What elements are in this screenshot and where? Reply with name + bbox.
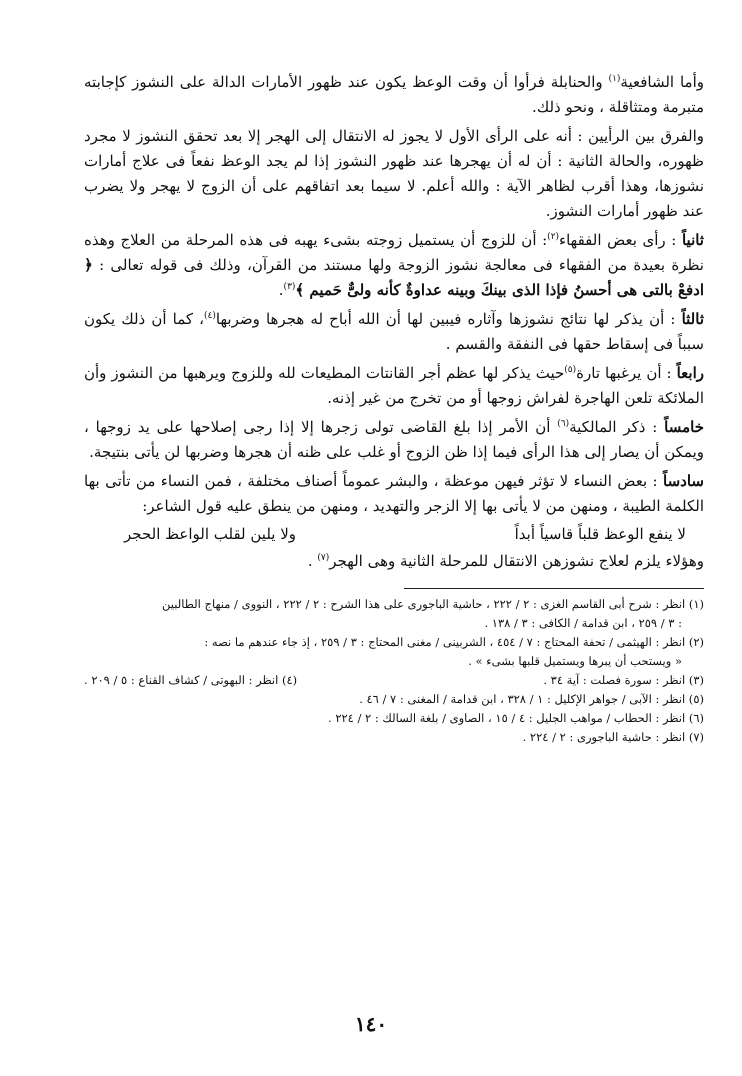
footnote-7: (٧) انظر : حاشية الباجورى : ٢ / ٢٢٤ . — [522, 730, 704, 744]
footnote-3: (٣) انظر : سورة فصلت : آية ٣٤ . — [543, 673, 704, 687]
paragraph-second — [84, 228, 704, 303]
footnote-ref-7: (٧) — [317, 553, 330, 563]
quran-verse: ﴿ ادفعْ بالتى هى أحسنُ فإذا الذى بينكَ وبينه عداوةٌ كأنه ولىٌّ حَميم ﴾ — [84, 256, 704, 299]
p2-text: والفرق بين الرأيين : أنه على الرأى الأول لا يجوز له الانتقال إلى الهجر إلا بعد تحقق النشوز لا مجرد ظهوره، والحالة الثانية : أن له أن يهجرها عند ظهور النشوز إذا لم يجد الوعظ نفعاً فى علاج أمارات نشوزها، وهذا أقرب لظاهر الآية : والله أعلم. لا سيما بعد اتفاقهم على أن الزوج لا يهجر ولا يضرب عند ظهور أمارات النشوز. — [84, 127, 704, 220]
footnote-2-cont: « ويستحب أن يبرها ويستميل قلبها بشىء » . — [468, 654, 682, 668]
p1-text: وأما الشافعية — [620, 73, 704, 91]
p6-text: : ذكر المالكية — [569, 418, 665, 436]
p4-text: : أن يذكر لها نتائج نشوزها وآثاره فيبين لها أن الله أباح له هجرها وضربها — [215, 310, 682, 328]
footnote-ref-4: (٤) — [204, 311, 216, 321]
p7-lead: سادساً — [663, 472, 704, 490]
footnote-ref-5: (٥) — [564, 365, 577, 375]
footnote-6: (٦) انظر : الحطاب / مواهب الجليل : ٤ / ١٥ ، الصاوى / بلغة السالك : ٢ / ٢٢٤ . — [328, 711, 704, 725]
paragraph-closing — [84, 549, 704, 574]
p1-rest: والحنابلة فرأوا أن وقت الوعظ يكون عند ظهور الأمارات الدالة على النشوز كإجابته متبرمة ومتثاقلة ، ونحو ذلك. — [84, 73, 704, 116]
p4-lead: ثالثاً — [681, 310, 704, 328]
p4-rest: ، كما أن ذلك يكون سبباً فى إسقاط حقها فى النفقة والقسم . — [84, 310, 704, 353]
paragraph-sixth — [84, 469, 704, 519]
footnote-1: (١) انظر : شرح أبى القاسم الغزى : ٢ / ٢٢٢ ، حاشية الباجورى على هذا الشرح : ٢ / ٢٢٢ ، النووى / منهاج الطالبين — [162, 597, 704, 611]
p5-lead: رابعاً — [676, 364, 704, 382]
p3-text: : رأى بعض الفقهاء — [559, 231, 682, 249]
paragraph-fourth — [84, 361, 704, 411]
p3-rest: : أن للزوج أن يستميل زوجته بشىء يهبه فى هذه المرحلة من العلاج وهذه نظرة بعيدة من الفقهاء فى معالجة نشوز الزوجة ولها مستند من القرآن، وذلك فى قوله تعالى : — [84, 231, 704, 274]
closing-end: . — [307, 552, 318, 570]
footnote-ref-6: (٦) — [557, 419, 570, 429]
p6-lead: خامساً — [664, 418, 704, 436]
p5-rest: حيث يذكر لها عظم أجر القانتات المطيعات لله وللزوج ويرهبها من النشوز وأن الملائكة تلعن الهاجرة لفراش زوجها أو من تخرج من غير إذنه. — [84, 364, 704, 407]
page-content — [84, 70, 704, 747]
paragraph-difference — [84, 124, 704, 224]
footnote-1-cont: : ٣ / ٢٥٩ ، ابن قدامة / الكافى : ٣ / ١٣٨ . — [484, 616, 682, 630]
p7-text: : بعض النساء لا تؤثر فيهن موعظة ، والبشر عموماً أصناف مختلفة ، فمن النساء من تأتى بها الكلمة الطيبة ، ومنهن من لا يأتى بها إلا الزجر والتهديد ، ومنهن من ينطق عليه قول الشاعر: — [84, 472, 704, 515]
poem-verse — [84, 521, 704, 547]
footnote-5: (٥) انظر : الآبى / جواهر الإكليل : ١ / ٣٢٨ ، ابن قدامة / المغنى : ٧ / ٤٦ . — [359, 692, 704, 706]
p6-rest: أن الأمر إذا بلغ القاضى تولى زجرها إلا إذا رجى إصلاحها على يد زوجها ، ويمكن أن يصار إلى هذا الرأى فيما إذا ظن الزوج أو غلب على ظنه أن هجرها وضربها لن يأتى بنتيجة. — [84, 418, 704, 461]
page-number: ١٤٠ — [354, 1012, 388, 1036]
p3-lead: ثانياً — [681, 231, 704, 249]
footnote-ref-1: (١) — [608, 74, 621, 84]
p5-text: : أن يرغبها تارة — [576, 364, 677, 382]
footnotes — [84, 595, 704, 747]
poem-first-hemistich: لا ينفع الوعظ قلباً قاسياً أبداً — [514, 525, 686, 543]
footnote-2: (٢) انظر : الهيثمى / تحفة المحتاج : ٧ / ٤٥٤ ، الشربينى / مغنى المحتاج : ٣ / ٢٥٩ ، إذ جاء عندهم ما نصه : — [204, 635, 704, 649]
closing-text: وهؤلاء يلزم لعلاج نشوزهن الانتقال للمرحلة الثانية وهى الهجر — [329, 552, 704, 570]
main-text — [84, 70, 704, 574]
footnote-ref-3: (٣) — [283, 282, 296, 292]
footnote-ref-2: (٢) — [547, 232, 560, 242]
footnote-4: (٤) انظر : البهوتى / كشاف القناع : ٥ / ٢٠٩ . — [84, 673, 298, 687]
paragraph-fifth — [84, 415, 704, 465]
poem-second-hemistich: ولا يلين لقلب الواعظ الحجر — [124, 525, 297, 543]
footnote-row-3-4 — [84, 671, 704, 690]
paragraph-shafii — [84, 70, 704, 120]
verse-end: . — [278, 281, 284, 299]
footnote-divider — [404, 588, 704, 589]
paragraph-third — [84, 307, 704, 357]
